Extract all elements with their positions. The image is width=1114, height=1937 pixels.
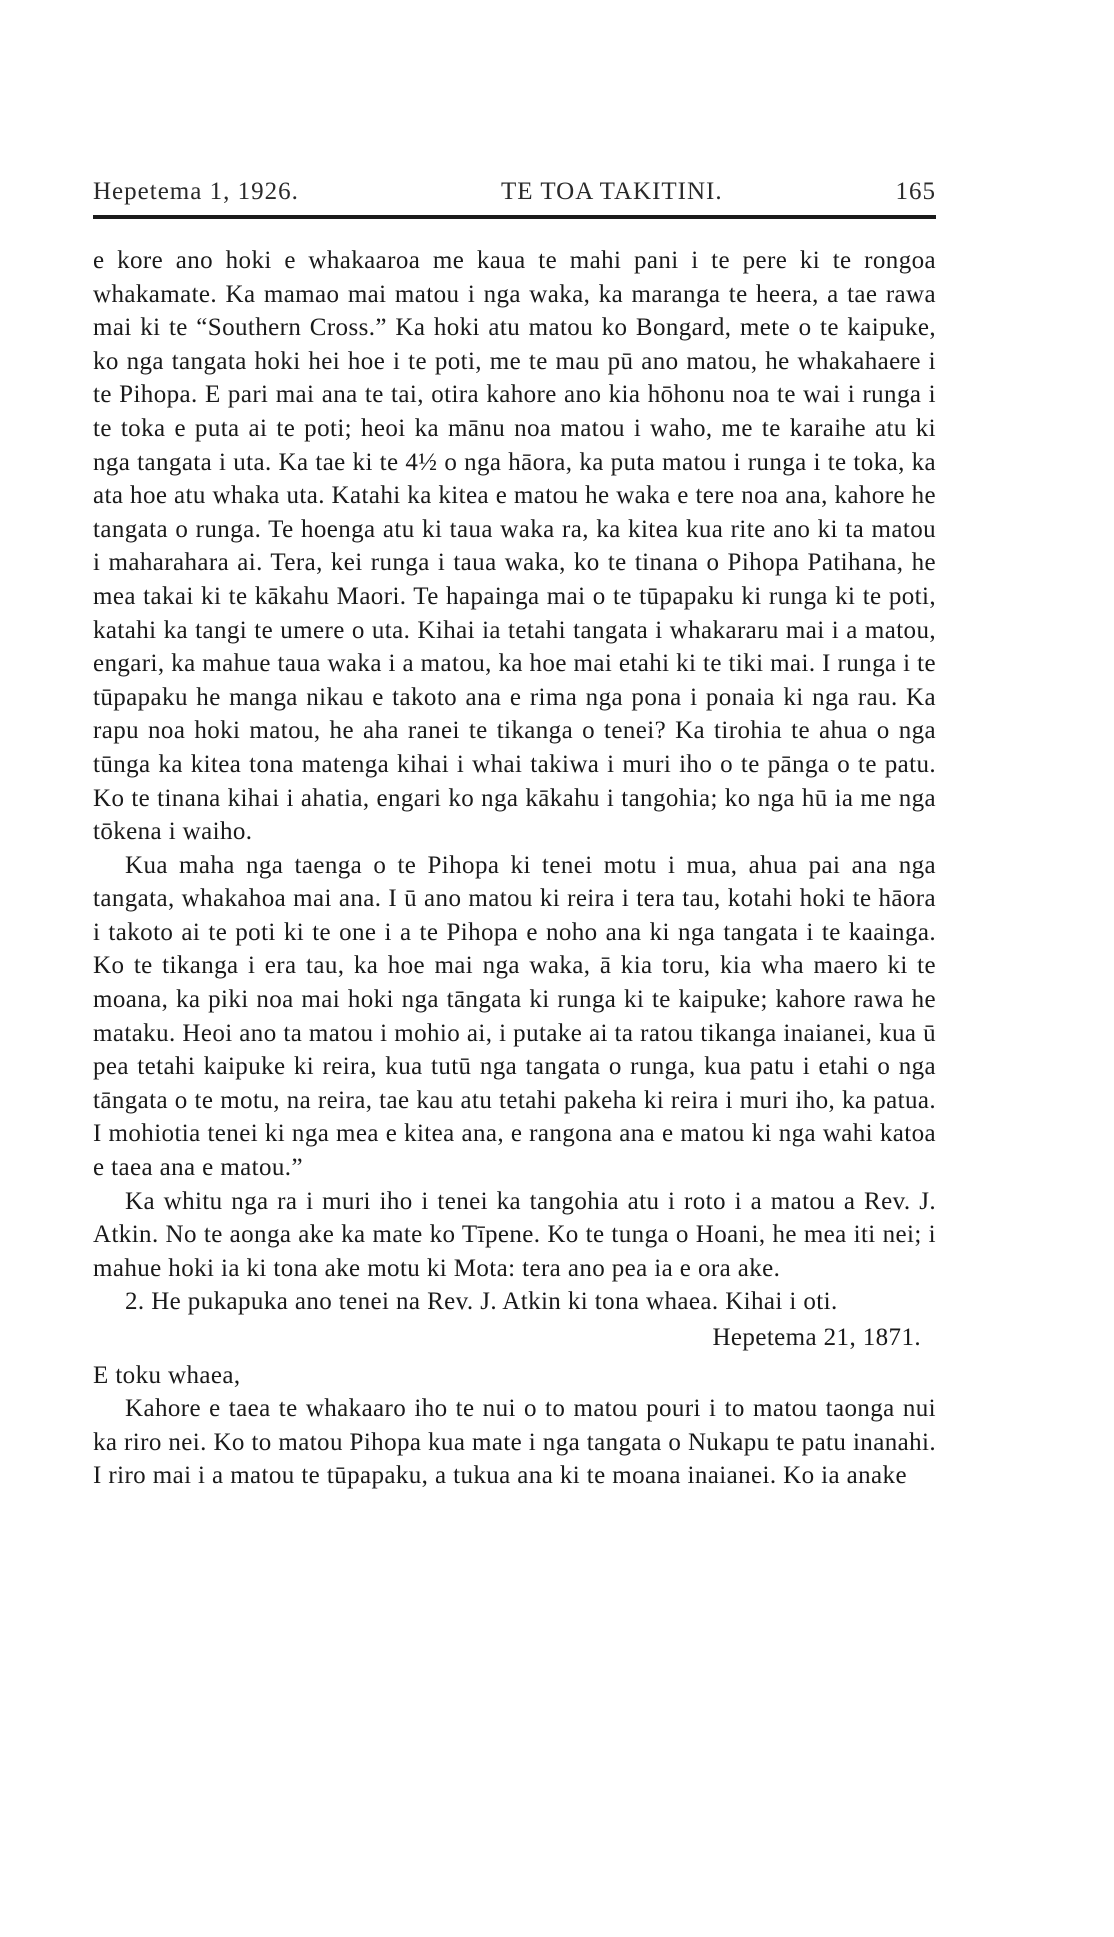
paragraph-1: e kore ano hoki e whakaaroa me kaua te mahi pani i te pere ki te rongoa whakamate. Ka mamao mai matou i nga waka, ka maranga te heera, a tae rawa mai ki te “Southern Cross.” Ka hoki atu matou ko Bongard, mete o te kaipuke, ko nga tangata hoki hei hoe i te poti, me te mau pū ano matou, he whakahaere i te Pihopa. E pari mai ana te tai, otira kahore ano kia hōhonu noa te wai i runga i te toka e puta ai te poti; heoi ka mānu noa matou i waho, me te karaihe atu ki nga tangata i uta. Ka tae ki te 4½ o nga hāora, ka puta matou i runga i te toka, ka ata hoe atu whaka uta. Katahi ka kitea e matou he waka e tere noa ana, kahore he tangata o runga. Te hoenga atu ki taua waka ra, ka kitea kua rite ano ki ta matou i maharahara ai. Tera, kei runga i taua waka, ko te tinana o Pihopa Patihana, he mea takai ki te kākahu Maori. Te hapainga mai o te tūpapaku ki runga ki te poti, katahi ka tangi te umere o uta. Kihai ia tetahi tangata i whakararu mai i a matou, engari, ka mahue taua waka i a matou, ka hoe mai etahi ki te tiki mai. I runga i te tūpapaku he manga nikau e takoto ana e rima nga pona i ponaia ki nga rau. Ka rapu noa hoki matou, he aha ranei te tikanga o tenei? Ka tirohia te ahua o nga tūnga ka kitea tona matenga kihai i whai takiwa i muri iho o te pānga o te patu. Ko te tinana kihai i ahatia, engari ko nga kākahu i tangohia; ko nga hū ia me nga tōkena i waiho. bbox=[93, 247, 936, 846]
paragraph-4: 2. He pukapuka ano tenei na Rev. J. Atkin ki tona whaea. Kihai i oti. bbox=[125, 1288, 838, 1316]
header-rule bbox=[93, 215, 936, 219]
letter-date: Hepetema 21, 1871. bbox=[712, 1324, 921, 1351]
letter-salutation: E toku whaea, bbox=[93, 1361, 241, 1389]
letter-body: Kahore e taea te whakaaro iho te nui o to matou pouri i to matou taonga nui ka riro nei. Ko to matou Pihopa kua mate i nga tangata o Nukapu te patu inanahi. I riro mai i a matou te tūpapaku, a tukua ana ki te moana inaianei. Ko ia anake bbox=[93, 1395, 936, 1490]
running-header bbox=[93, 178, 936, 208]
page-number: 165 bbox=[895, 178, 936, 205]
header-title: TE TOA TAKITINI. bbox=[501, 178, 723, 205]
paragraph-3: Ka whitu nga ra i muri iho i tenei ka tangohia atu i roto i a matou a Rev. J. Atkin. No te aonga ake ka mate ko Tīpene. Ko te tunga o Hoani, he mea iti nei; i mahue hoki ia ki tona ake motu ki Mota: tera ano pea ia e ora ake. bbox=[93, 1187, 936, 1282]
header-date: Hepetema 1, 1926. bbox=[93, 178, 299, 205]
page-body bbox=[93, 244, 936, 1493]
paragraph-2: Kua maha nga taenga o te Pihopa ki tenei motu i mua, ahua pai ana nga tangata, whakahoa mai ana. I ū ano matou ki reira i tera tau, kotahi hoki te hāora i takoto ai te poti ki te one i a te Pihopa e noho ana ki nga tangata i te kaainga. Ko te tikanga i era tau, ka hoe mai nga waka, ā kia toru, kia wha maero ki te moana, ka piki noa mai hoki nga tāngata ki runga ki te kaipuke; kahore rawa he mataku. Heoi ano ta matou i mohio ai, i putake ai ta ratou tikanga inaianei, kua ū pea tetahi kaipuke ki reira, kua tutū nga tangata o runga, kua patu i etahi o nga tāngata o te motu, na reira, tae kau atu tetahi pakeha ki reira i muri iho, ka patua. I mohiotia tenei ki nga mea e kitea ana, e rangona ana e matou ki nga wahi katoa e taea ana e matou.” bbox=[93, 851, 936, 1182]
